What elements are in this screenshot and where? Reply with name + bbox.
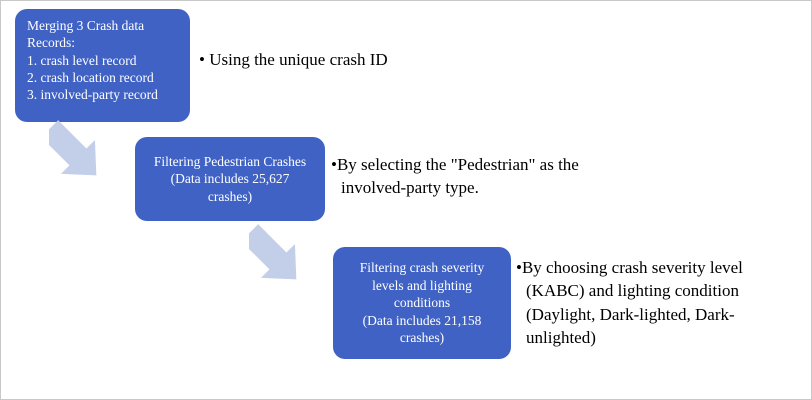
- node-merge-line-2: Records:: [27, 35, 75, 51]
- annotation-3-text-4: unlighted): [526, 328, 596, 348]
- annotation-3-text-2: (KABC) and lighting condition: [526, 281, 739, 301]
- annotation-severity-lighting-criteria: [516, 256, 806, 350]
- node-merge-line-1: Merging 3 Crash data: [27, 18, 145, 33]
- annotation-3-text-1: By choosing crash severity level: [521, 258, 743, 277]
- arrow-merge-to-pedestrian: [49, 119, 149, 191]
- node-filter-ped-line-2: (Data includes 25,627: [170, 171, 290, 187]
- node-filter-ped-line-3: crashes): [207, 188, 253, 204]
- node-filter-sev-line-3: conditions: [393, 295, 451, 311]
- annotation-2-line-1: [331, 153, 631, 176]
- node-merge-line-4: 2. crash location record: [27, 69, 154, 85]
- node-merge-line-5: 3. involved-party record: [27, 87, 158, 103]
- annotation-1-line-1: [199, 48, 519, 71]
- bullet-icon: •: [331, 155, 337, 174]
- annotation-1-text: Using the unique crash ID: [209, 50, 388, 69]
- node-merge-crash-records: [15, 9, 190, 122]
- node-filter-sev-line-4: (Data includes 21,158: [362, 312, 482, 328]
- bullet-icon: •: [199, 50, 205, 69]
- node-filter-ped-line-1: Filtering Pedestrian Crashes: [153, 153, 307, 169]
- annotation-3-line-1: [516, 256, 806, 279]
- annotation-2-text-2: involved-party type.: [341, 178, 479, 198]
- bullet-icon: •: [516, 258, 522, 277]
- annotation-3-text-3: (Daylight, Dark-lighted, Dark-: [526, 304, 735, 324]
- annotation-pedestrian-selection: [331, 153, 631, 200]
- node-filter-sev-line-5: crashes): [399, 330, 445, 346]
- node-filter-sev-line-2: levels and lighting: [372, 277, 472, 293]
- annotation-2-text-1: By selecting the "Pedestrian" as the: [336, 155, 579, 174]
- node-merge-line-3: 1. crash level record: [27, 52, 137, 68]
- annotation-unique-crash-id: [199, 48, 519, 71]
- node-filter-pedestrian-crashes: [135, 137, 325, 221]
- node-filter-sev-line-1: Filtering crash severity: [359, 260, 485, 276]
- node-filter-severity-lighting: [333, 247, 511, 359]
